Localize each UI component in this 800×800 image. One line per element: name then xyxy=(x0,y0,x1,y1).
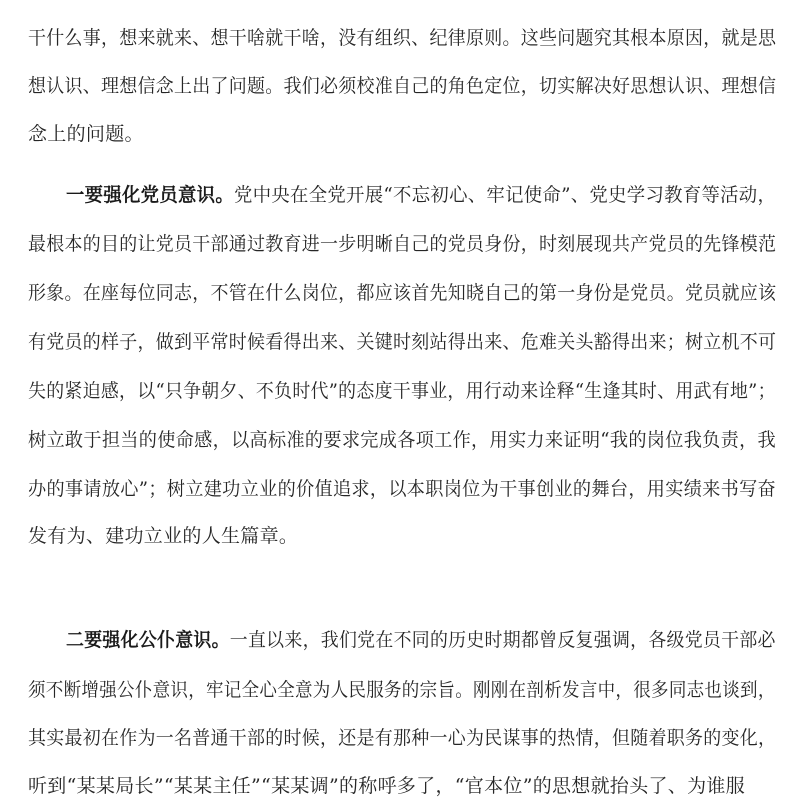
paragraph-2-line-1 xyxy=(66,183,776,207)
paragraph-1-line-3: 念上的问题。 xyxy=(28,123,144,145)
paragraph-2-line-7: 办的事请放心”；树立建功立业的价值追求，以本职岗位为干事创业的舞台，用实绩来书写奋 xyxy=(28,478,776,500)
paragraph-2-line-2: 最根本的目的让党员干部通过教育进一步明晰自己的党员身份，时刻展现共产党员的先锋模范 xyxy=(28,233,777,255)
paragraph-2-line-6: 树立敢于担当的使命感，以高标准的要求完成各项工作，用实力来证明“我的岗位我负责，我 xyxy=(28,429,776,451)
paragraph-1-line-2: 想认识、理想信念上出了问题。我们必须校准自己的角色定位，切实解决好思想认识、理想信 xyxy=(28,75,777,97)
paragraph-3-line-1 xyxy=(66,628,776,652)
paragraph-1-line-1: 干什么事，想来就来、想干啥就干啥，没有组织、纪律原则。这些问题究其根本原因，就是思 xyxy=(28,27,777,49)
paragraph-3-line-1-text: 一直以来，我们党在不同的历史时期都曾反复强调，各级党员干部必 xyxy=(229,629,776,651)
paragraph-3-line-3: 其实最初在作为一名普通干部的时候，还是有那种一心为民谋事的热情，但随着职务的变化， xyxy=(28,727,777,749)
paragraph-2-line-8: 发有为、建功立业的人生篇章。 xyxy=(28,525,299,547)
paragraph-3-line-2: 须不断增强公仆意识，牢记全心全意为人民服务的宗旨。刚刚在剖析发言中，很多同志也谈到， xyxy=(28,679,776,701)
paragraph-2-line-5: 失的紧迫感，以“只争朝夕、不负时代”的态度干事业，用行动来诠释“生逢其时、用武有地”； xyxy=(28,380,776,402)
paragraph-2-line-4: 有党员的样子，做到平常时候看得出来、关键时刻站得出来、危难关头豁得出来；树立机不可 xyxy=(28,331,777,353)
paragraph-2-line-1-text: 党中央在全党开展“不忘初心、牢记使命”、党史学习教育等活动， xyxy=(234,184,777,206)
paragraph-2-line-3: 形象。在座每位同志，不管在什么岗位，都应该首先知晓自己的第一身份是党员。党员就应该 xyxy=(28,282,777,304)
paragraph-2-heading: 一要强化党员意识。 xyxy=(66,184,235,206)
paragraph-3-line-4: 听到“某某局长”“某某主任”“某某调”的称呼多了，“官本位”的思想就抬头了、为谁服 xyxy=(28,775,746,797)
paragraph-3-heading: 二要强化公仆意识。 xyxy=(66,629,230,651)
